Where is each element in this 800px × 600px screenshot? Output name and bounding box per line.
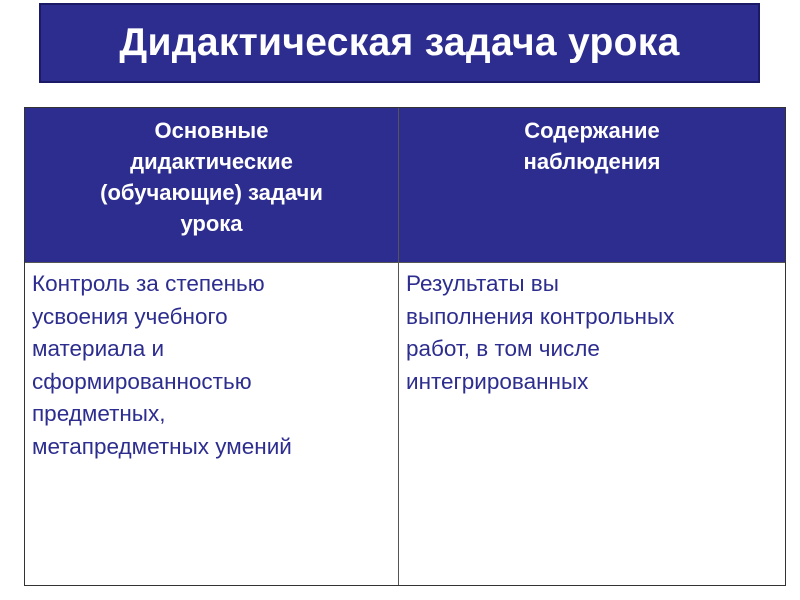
- cell-line: интегрированных: [406, 368, 589, 394]
- cell-line: материала и: [32, 336, 165, 361]
- header-line: наблюдения: [523, 149, 661, 174]
- header-line: Содержание: [524, 118, 660, 143]
- header-line: урока: [180, 211, 243, 236]
- cell-line: работ, в том числе: [406, 336, 600, 361]
- header-line: (обучающие) задачи: [100, 180, 323, 205]
- didactic-table: [24, 107, 786, 586]
- slide-title: Дидактическая задача урока: [119, 21, 680, 64]
- cell-line: усвоения учебного: [32, 303, 228, 329]
- cell-line: Результаты вы: [406, 271, 559, 296]
- cell-line: выполнения контрольных: [406, 303, 675, 329]
- cell-line: метапредметных умений: [32, 433, 292, 459]
- slide-title-banner: [39, 3, 760, 83]
- header-line: дидактические: [130, 149, 293, 174]
- cell-line: сформированностью: [32, 368, 252, 394]
- table-cell-observation: [399, 262, 785, 585]
- header-line: Основные: [154, 118, 269, 143]
- cell-line: Контроль за степенью: [32, 271, 265, 296]
- table-header-tasks: [25, 108, 399, 262]
- table-header-observation: [399, 108, 785, 262]
- cell-line: предметных,: [32, 401, 166, 426]
- table-cell-task: [25, 262, 399, 585]
